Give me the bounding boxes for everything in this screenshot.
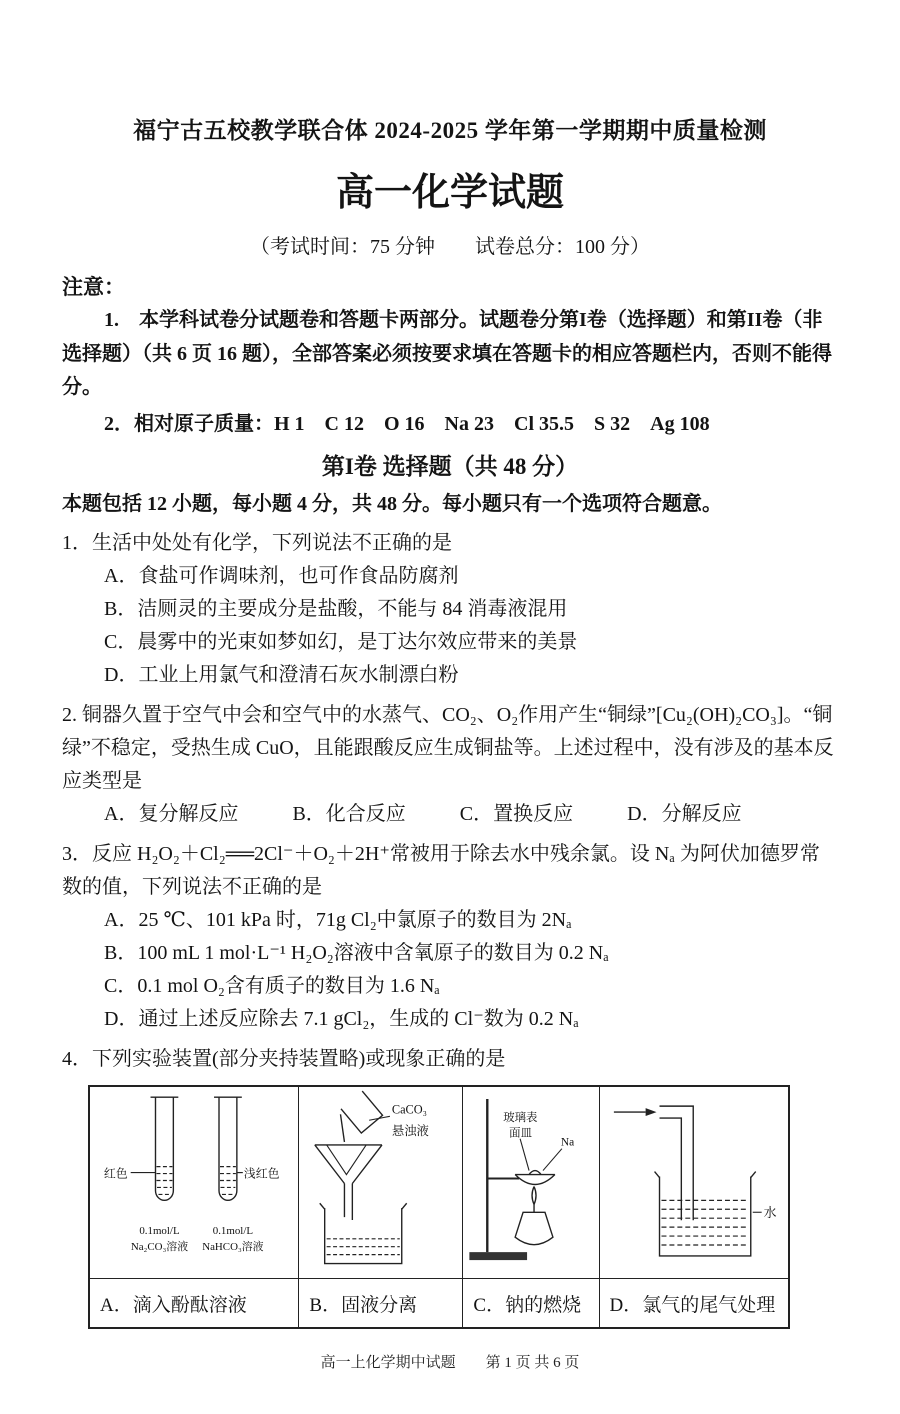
- watch-glass: [516, 1171, 556, 1185]
- alcohol-lamp: [516, 1187, 554, 1245]
- watch-glass-label-line1: 玻璃表: [503, 1112, 538, 1125]
- section-1-title: 第I卷 选择题（共 48 分）: [321, 454, 579, 480]
- na-label: Na: [561, 1137, 575, 1150]
- watchglass-leader: [521, 1139, 530, 1171]
- delivery-tube: [659, 1107, 693, 1221]
- q4-cell-label-a: A．滴入酚酞溶液: [90, 1279, 299, 1327]
- question-3-option-d: D．通过上述反应除去 7.1 gCl₂，生成的 Cl⁻数为 0.2 Nₐ: [104, 1008, 579, 1031]
- solution-labels: [131, 1225, 264, 1253]
- test-tube-right: [214, 1098, 242, 1201]
- question-3: [62, 838, 838, 1036]
- q4-diagram-b: [299, 1087, 463, 1279]
- sodium-burning-diagram: [463, 1087, 598, 1278]
- question-4-stem: 4．下列实验装置(部分夹持装置略)或现象正确的是: [62, 1048, 506, 1071]
- q4-cell-label-c: C．钠的燃烧: [463, 1279, 599, 1327]
- water-label: 水: [763, 1206, 777, 1221]
- red-color-label: 红色: [103, 1166, 128, 1181]
- na2co3-solution-label: Na₂CO₃溶液: [130, 1241, 189, 1254]
- question-4: [62, 1043, 838, 1329]
- notice-item-2: 2．相对原子质量：H 1 C 12 O 16 Na 23 Cl 35.5 S 32 Ag 108: [104, 412, 710, 435]
- question-2-option-d: D．分解反应: [627, 803, 742, 826]
- question-1-option-a: A．食盐可作调味剂，也可作食品防腐剂: [104, 565, 459, 588]
- test-tubes-diagram: [90, 1087, 298, 1278]
- water-hatching: [661, 1201, 748, 1246]
- arrowhead: [645, 1108, 656, 1116]
- nahco3-conc-label: 0.1mol/L: [212, 1225, 254, 1238]
- q4-cell-label-b: B．固液分离: [299, 1279, 463, 1327]
- flame: [532, 1187, 536, 1205]
- question-1-stem: 1．生活中处处有化学，下列说法不正确的是: [62, 532, 452, 555]
- question-1-option-c: C．晨雾中的光束如梦如幻，是丁达尔效应带来的美景: [104, 631, 578, 654]
- label-leader: [370, 1117, 391, 1121]
- q4-apparatus-table: [88, 1085, 790, 1329]
- watch-glass-label-line2: 面皿: [509, 1128, 533, 1141]
- q4-diagram-d: [600, 1087, 788, 1279]
- q4-diagram-c: [463, 1087, 599, 1279]
- question-3-option-a: A．25 ℃、101 kPa 时，71g Cl₂中氯原子的数目为 2Nₐ: [104, 909, 572, 932]
- question-3-option-c: C．0.1 mol O₂含有质子的数目为 1.6 Nₐ: [104, 975, 440, 998]
- suspension-label: 悬浊液: [392, 1124, 430, 1139]
- question-2-stem: 2. 铜器久置于空气中会和空气中的水蒸气、CO₂、O₂作用产生“铜绿”[Cu₂(OH)₂CO₃]。“铜绿”不稳定，受热生成 CuO，且能跟酸反应生成铜盐等。上述过程中，没有涉及的基本反应类型是: [62, 704, 834, 793]
- exam-meta: （考试时间：75 分钟 试卷总分：100 分）: [250, 236, 650, 258]
- question-2-options: [104, 798, 838, 831]
- nahco3-solution-label: NaHCO₃溶液: [202, 1241, 264, 1254]
- filtrate-liquid: [327, 1239, 400, 1255]
- question-1: [62, 527, 838, 692]
- na-leader: [543, 1149, 562, 1171]
- pouring-beaker: [341, 1091, 383, 1133]
- page-footer: 高一上化学期中试题 第 1 页 共 6 页: [320, 1355, 580, 1371]
- question-2-option-a: A．复分解反应: [104, 803, 239, 826]
- q4-cell-label-d: D．氯气的尾气处理: [600, 1279, 788, 1327]
- question-2-option-c: C．置换反应: [459, 803, 574, 826]
- question-3-option-b: B．100 mL 1 mol·L⁻¹ H₂O₂溶液中含氧原子的数目为 0.2 Nₐ: [104, 942, 609, 965]
- notice-item-1: 1. 本学科试卷分试题卷和答题卡两部分。试题卷分第I卷（选择题）和第II卷（非选择题）（共 6 页 16 题），全部答案必须按要求填在答题卡的相应答题栏内，否则不能得分。: [62, 309, 832, 399]
- q4-diagram-a: [90, 1087, 299, 1279]
- question-1-option-b: B．洁厕灵的主要成分是盐酸，不能与 84 消毒液混用: [104, 598, 568, 621]
- filtration-diagram: [299, 1087, 462, 1278]
- liquid-hatching: [156, 1167, 235, 1195]
- exam-title: 福宁古五校教学联合体 2024-2025 学年第一学期期中质量检测: [133, 118, 767, 143]
- question-3-stem: 3．反应 H₂O₂＋Cl₂══2Cl⁻＋O₂＋2H⁺常被用于除去水中残余氯。设 Nₐ 为阿伏加德罗常数的值，下列说法不正确的是: [62, 843, 820, 899]
- light-red-color-label: 浅红色: [243, 1166, 280, 1181]
- gas-absorption-diagram: [600, 1087, 788, 1278]
- question-1-option-d: D．工业上用氯气和澄清石灰水制漂白粉: [104, 664, 459, 687]
- water-beaker: [654, 1172, 755, 1256]
- pour-stream: [341, 1115, 345, 1143]
- test-tube-left: [151, 1098, 179, 1201]
- notice-label: 注意：: [62, 275, 125, 299]
- question-2-option-b: B．化合反应: [292, 803, 406, 826]
- exam-subtitle: 高一化学试题: [335, 172, 564, 214]
- na2co3-conc-label: 0.1mol/L: [139, 1225, 180, 1238]
- section-1-intro: 本题包括 12 小题，每小题 4 分，共 48 分。每小题只有一个选项符合题意。: [62, 493, 722, 516]
- question-2: [62, 699, 838, 831]
- caco3-label: CaCO₃: [392, 1102, 428, 1117]
